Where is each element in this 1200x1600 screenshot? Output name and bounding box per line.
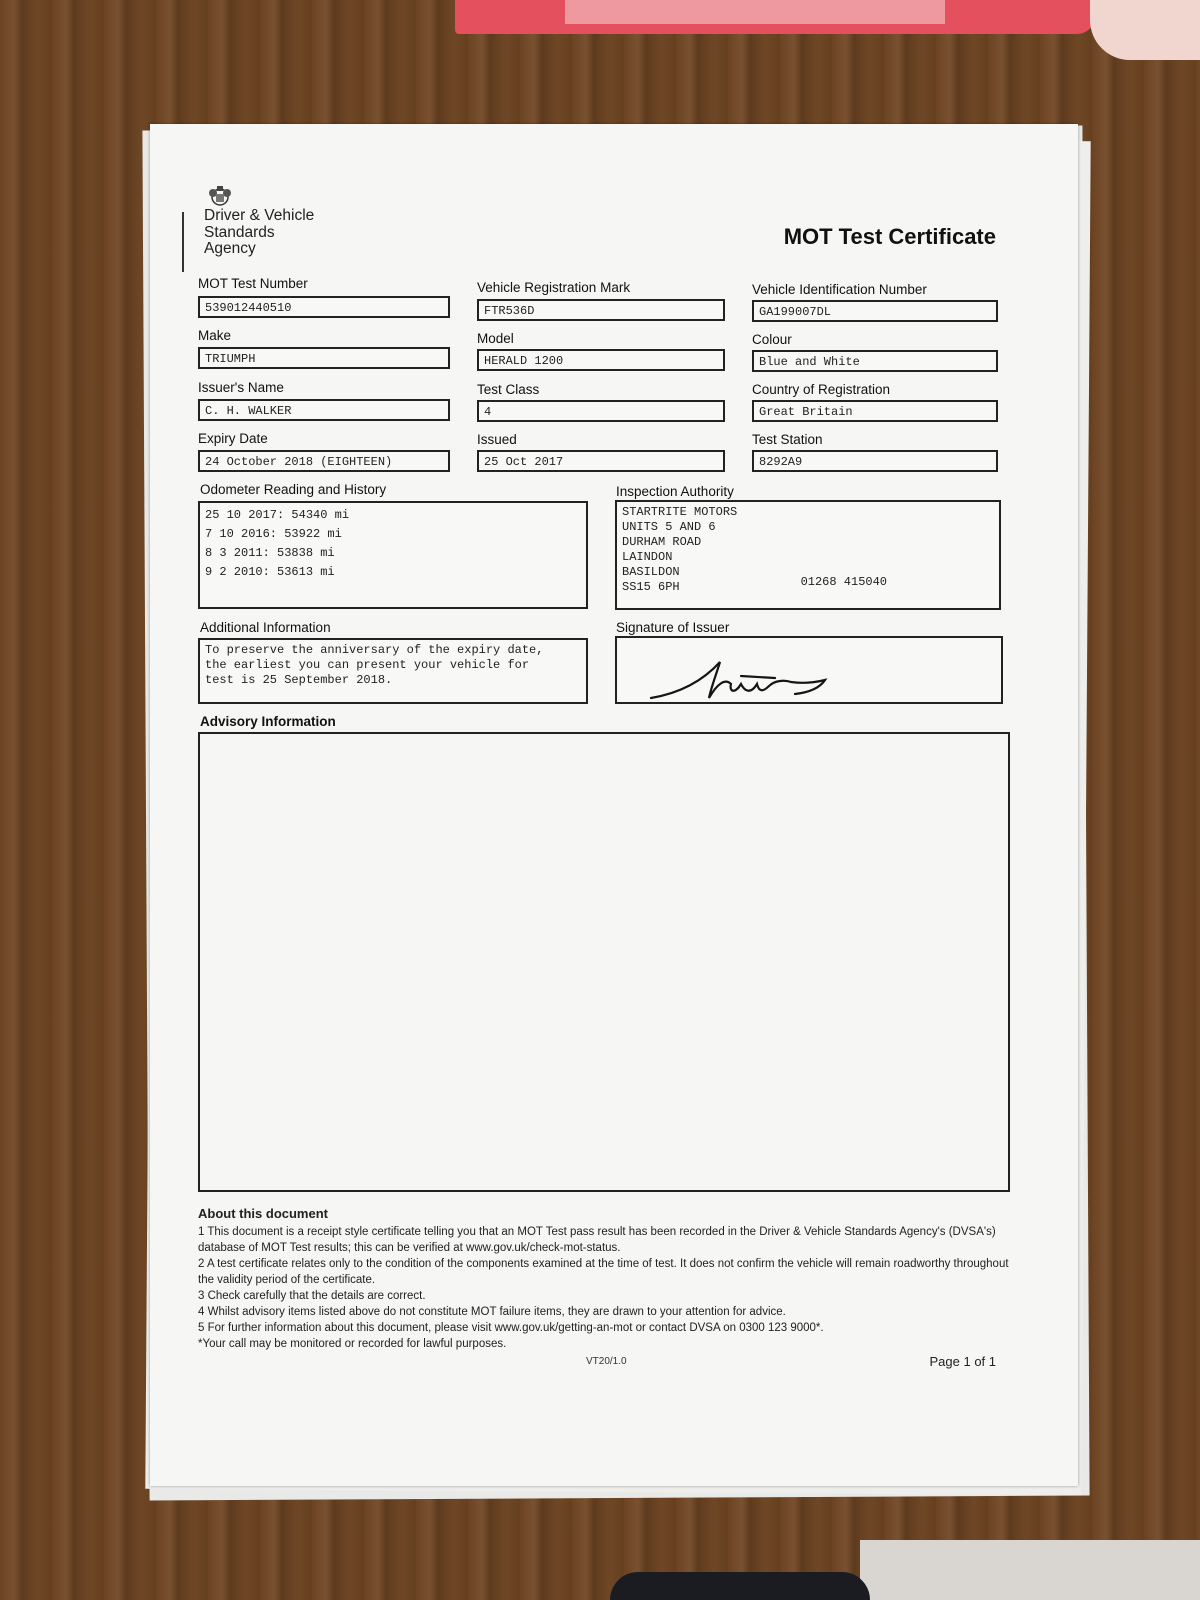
about-item: 1 This document is a receipt style certificate telling you that an MOT Test pass result has been recorded in the Driver & Vehicle Standards Agency's (DVSA's) database of MOT Test results; this can be verified at www.gov.uk/check-mot-status. [198,1226,996,1254]
mot-certificate-page [150,124,1078,1486]
colour-label: Colour [752,332,792,347]
page-number: Page 1 of 1 [929,1354,996,1369]
address-line: STARTRITE MOTORS [622,505,738,519]
about-item: 2 A test certificate relates only to the condition of the components examined at the time of test. It does not confirm the vehicle will remain roadworthy throughout the validity period of the certificate. [198,1258,1009,1286]
expiry-date-label: Expiry Date [198,431,268,446]
mot-test-number-label: MOT Test Number [198,276,308,291]
about-item: 3 Check carefully that the details are correct. [198,1290,426,1302]
about-title: About this document [198,1206,328,1221]
handwritten-signature [645,654,835,706]
country-field: Great Britain [752,400,998,422]
make-field: TRIUMPH [198,347,450,369]
agency-name [204,208,344,258]
address-line: DURHAM ROAD [622,535,702,549]
country-label: Country of Registration [752,382,891,397]
shoe [610,1572,870,1600]
test-class-field: 4 [477,400,725,422]
additional-info-box: To preserve the anniversary of the expiry date, the earliest you can present your vehicle for test is 25 September 2018. [198,638,588,704]
address-line: BASILDON [622,565,680,579]
address-line: UNITS 5 AND 6 [622,520,716,534]
inspection-authority-label: Inspection Authority [616,484,734,499]
address-line: LAINDON [622,550,673,564]
test-class-label: Test Class [477,382,540,397]
about-section [198,1206,1010,1352]
vin-field: GA199007DL [752,300,998,322]
registration-mark-field: FTR536D [477,299,725,321]
colour-field: Blue and White [752,350,998,372]
model-label: Model [477,331,514,346]
expiry-date-field: 24 October 2018 (EIGHTEEN) [198,450,450,472]
pink-card [1090,0,1200,60]
carpet [860,1540,1200,1600]
form-code: VT20/1.0 [586,1356,627,1367]
additional-info-label: Additional Information [200,620,331,635]
agency-name-line: Agency [204,240,256,257]
odometer-entry: 7 10 2016: 53922 mi [205,527,342,541]
agency-name-line: Standards [204,223,275,241]
booklet-label-area [565,0,945,24]
test-station-label: Test Station [752,432,823,447]
odometer-entry: 25 10 2017: 54340 mi [205,508,350,522]
inspection-authority-box [615,500,1001,610]
odometer-entry: 8 3 2011: 53838 mi [205,546,335,560]
signature-label: Signature of Issuer [616,620,730,635]
test-station-field: 8292A9 [752,450,998,472]
agency-name-line: Driver & Vehicle [204,207,315,224]
advisory-box [198,732,1010,1192]
phone-number: 01268 415040 [800,575,887,589]
signature-box [615,636,1003,704]
about-item: *Your call may be monitored or recorded for lawful purposes. [198,1338,507,1350]
mot-test-number-field: 539012440510 [198,296,450,318]
red-booklet [455,0,1095,34]
registration-mark-label: Vehicle Registration Mark [477,280,631,295]
address-line: SS15 6PH [622,580,680,594]
agency-divider [182,212,184,272]
issuer-name-field: C. H. WALKER [198,399,450,421]
issued-field: 25 Oct 2017 [477,450,725,472]
odometer-entry: 9 2 2010: 53613 mi [205,565,335,579]
make-label: Make [198,328,232,343]
vin-label: Vehicle Identification Number [752,282,927,297]
odometer-history-box [198,501,588,609]
issued-label: Issued [477,432,517,447]
issuer-name-label: Issuer's Name [198,380,284,395]
royal-crest-icon [206,184,234,208]
model-field: HERALD 1200 [477,349,725,371]
certificate-title: MOT Test Certificate [783,224,996,249]
about-item: 4 Whilst advisory items listed above do not constitute MOT failure items, they are drawn to your attention for advice. [198,1306,786,1318]
advisory-label: Advisory Information [200,714,336,729]
odometer-label: Odometer Reading and History [200,482,387,497]
about-item: 5 For further information about this document, please visit www.gov.uk/getting-an-mot or contact DVSA on 0300 123 9000*. [198,1322,824,1334]
